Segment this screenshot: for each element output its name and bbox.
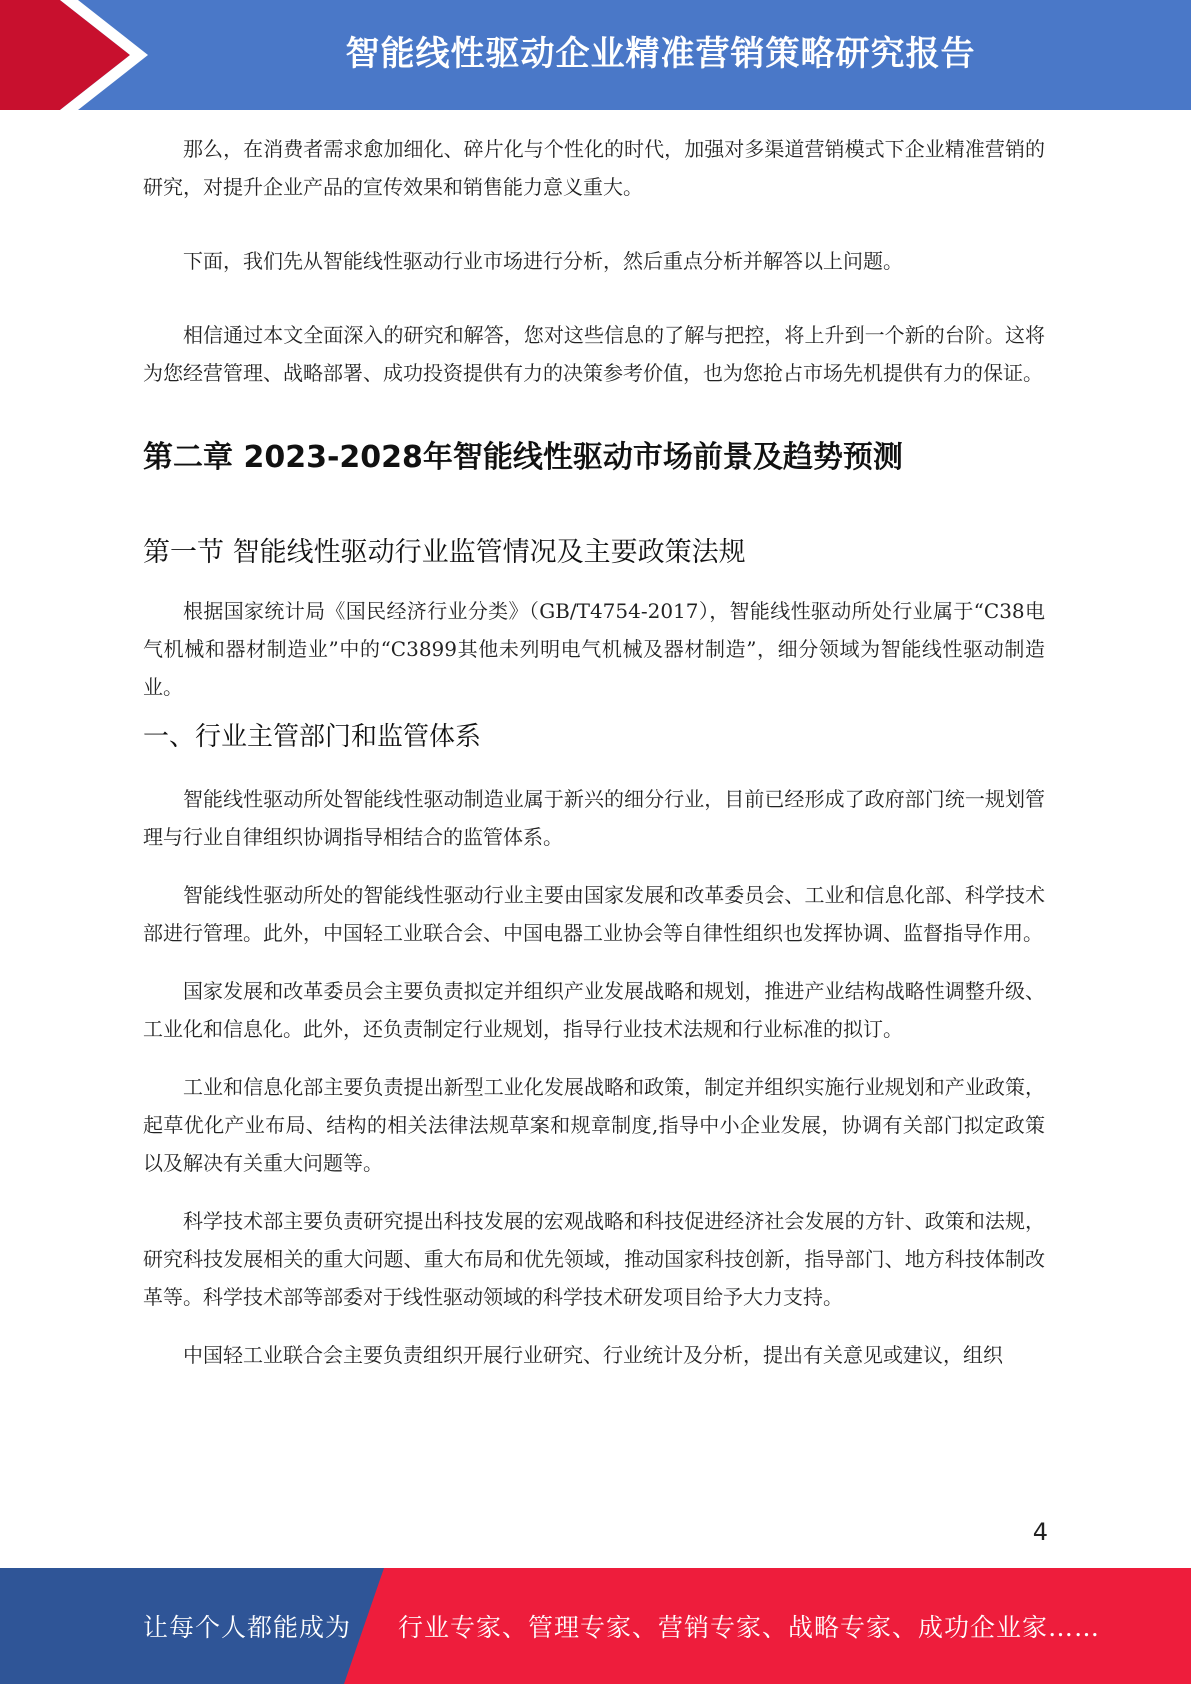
intro-paragraph-1: 那么，在消费者需求愈加细化、碎片化与个性化的时代，加强对多渠道营销模式下企业精准营销的研究，对提升企业产品的宣传效果和销售能力意义重大。 <box>143 137 1045 199</box>
page-number: 4 <box>1032 1518 1048 1546</box>
page-header <box>0 0 1191 110</box>
intro-paragraph-3: 相信通过本文全面深入的研究和解答，您对这些信息的了解与把控，将上升到一个新的台阶。这将为您经营管理、战略部署、成功投资提供有力的决策参考价值，也为您抢占市场先机提供有力的保证。 <box>143 323 1045 385</box>
page-footer <box>0 1568 1191 1684</box>
intro-paragraph-2: 下面，我们先从智能线性驱动行业市场进行分析，然后重点分析并解答以上问题。 <box>183 249 903 273</box>
report-title: 智能线性驱动企业精准营销策略研究报告 <box>345 34 976 74</box>
body-paragraph-4: 工业和信息化部主要负责提出新型工业化发展战略和政策，制定并组织实施行业规划和产业政策，起草优化产业布局、结构的相关法律法规草案和规章制度,指导中小企业发展，协调有关部门拟定政策以及解决有关重大问题等。 <box>143 1075 1045 1175</box>
body-paragraph-3: 国家发展和改革委员会主要负责拟定并组织产业发展战略和规划，推进产业结构战略性调整升级、工业化和信息化。此外，还负责制定行业规划，指导行业技术法规和行业标准的拟订。 <box>143 979 1045 1041</box>
section-paragraph: 根据国家统计局《国民经济行业分类》（GB/T4754-2017），智能线性驱动所处行业属于“C38电气机械和器材制造业”中的“C3899其他未列明电气机械及器材制造”，细分领域为智能线性驱动制造业。 <box>143 599 1045 699</box>
footer-slogan-left: 让每个人都能成为 <box>143 1613 352 1642</box>
body-paragraph-2: 智能线性驱动所处的智能线性驱动行业主要由国家发展和改革委员会、工业和信息化部、科学技术部进行管理。此外，中国轻工业联合会、中国电器工业协会等自律性组织也发挥协调、监督指导作用。 <box>143 883 1045 945</box>
chapter-title: 第二章 2023-2028年智能线性驱动市场前景及趋势预测 <box>143 440 903 475</box>
body-paragraph-1: 智能线性驱动所处智能线性驱动制造业属于新兴的细分行业，目前已经形成了政府部门统一规划管理与行业自律组织协调指导相结合的监管体系。 <box>143 787 1045 849</box>
body-paragraph-6: 中国轻工业联合会主要负责组织开展行业研究、行业统计及分析，提出有关意见或建议，组织 <box>183 1343 1003 1367</box>
main-content <box>143 130 1045 1374</box>
section-title: 第一节 智能线性驱动行业监管情况及主要政策法规 <box>143 537 746 568</box>
footer-slogan-right: 行业专家、管理专家、营销专家、战略专家、成功企业家…… <box>398 1613 1101 1642</box>
body-paragraph-5: 科学技术部主要负责研究提出科技发展的宏观战略和科技促进经济社会发展的方针、政策和法规，研究科技发展相关的重大问题、重大布局和优先领域，推动国家科技创新，指导部门、地方科技体制改革等。科学技术部等部委对于线性驱动领域的科学技术研发项目给予大力支持。 <box>143 1209 1045 1309</box>
subsection-title: 一、行业主管部门和监管体系 <box>143 722 482 752</box>
